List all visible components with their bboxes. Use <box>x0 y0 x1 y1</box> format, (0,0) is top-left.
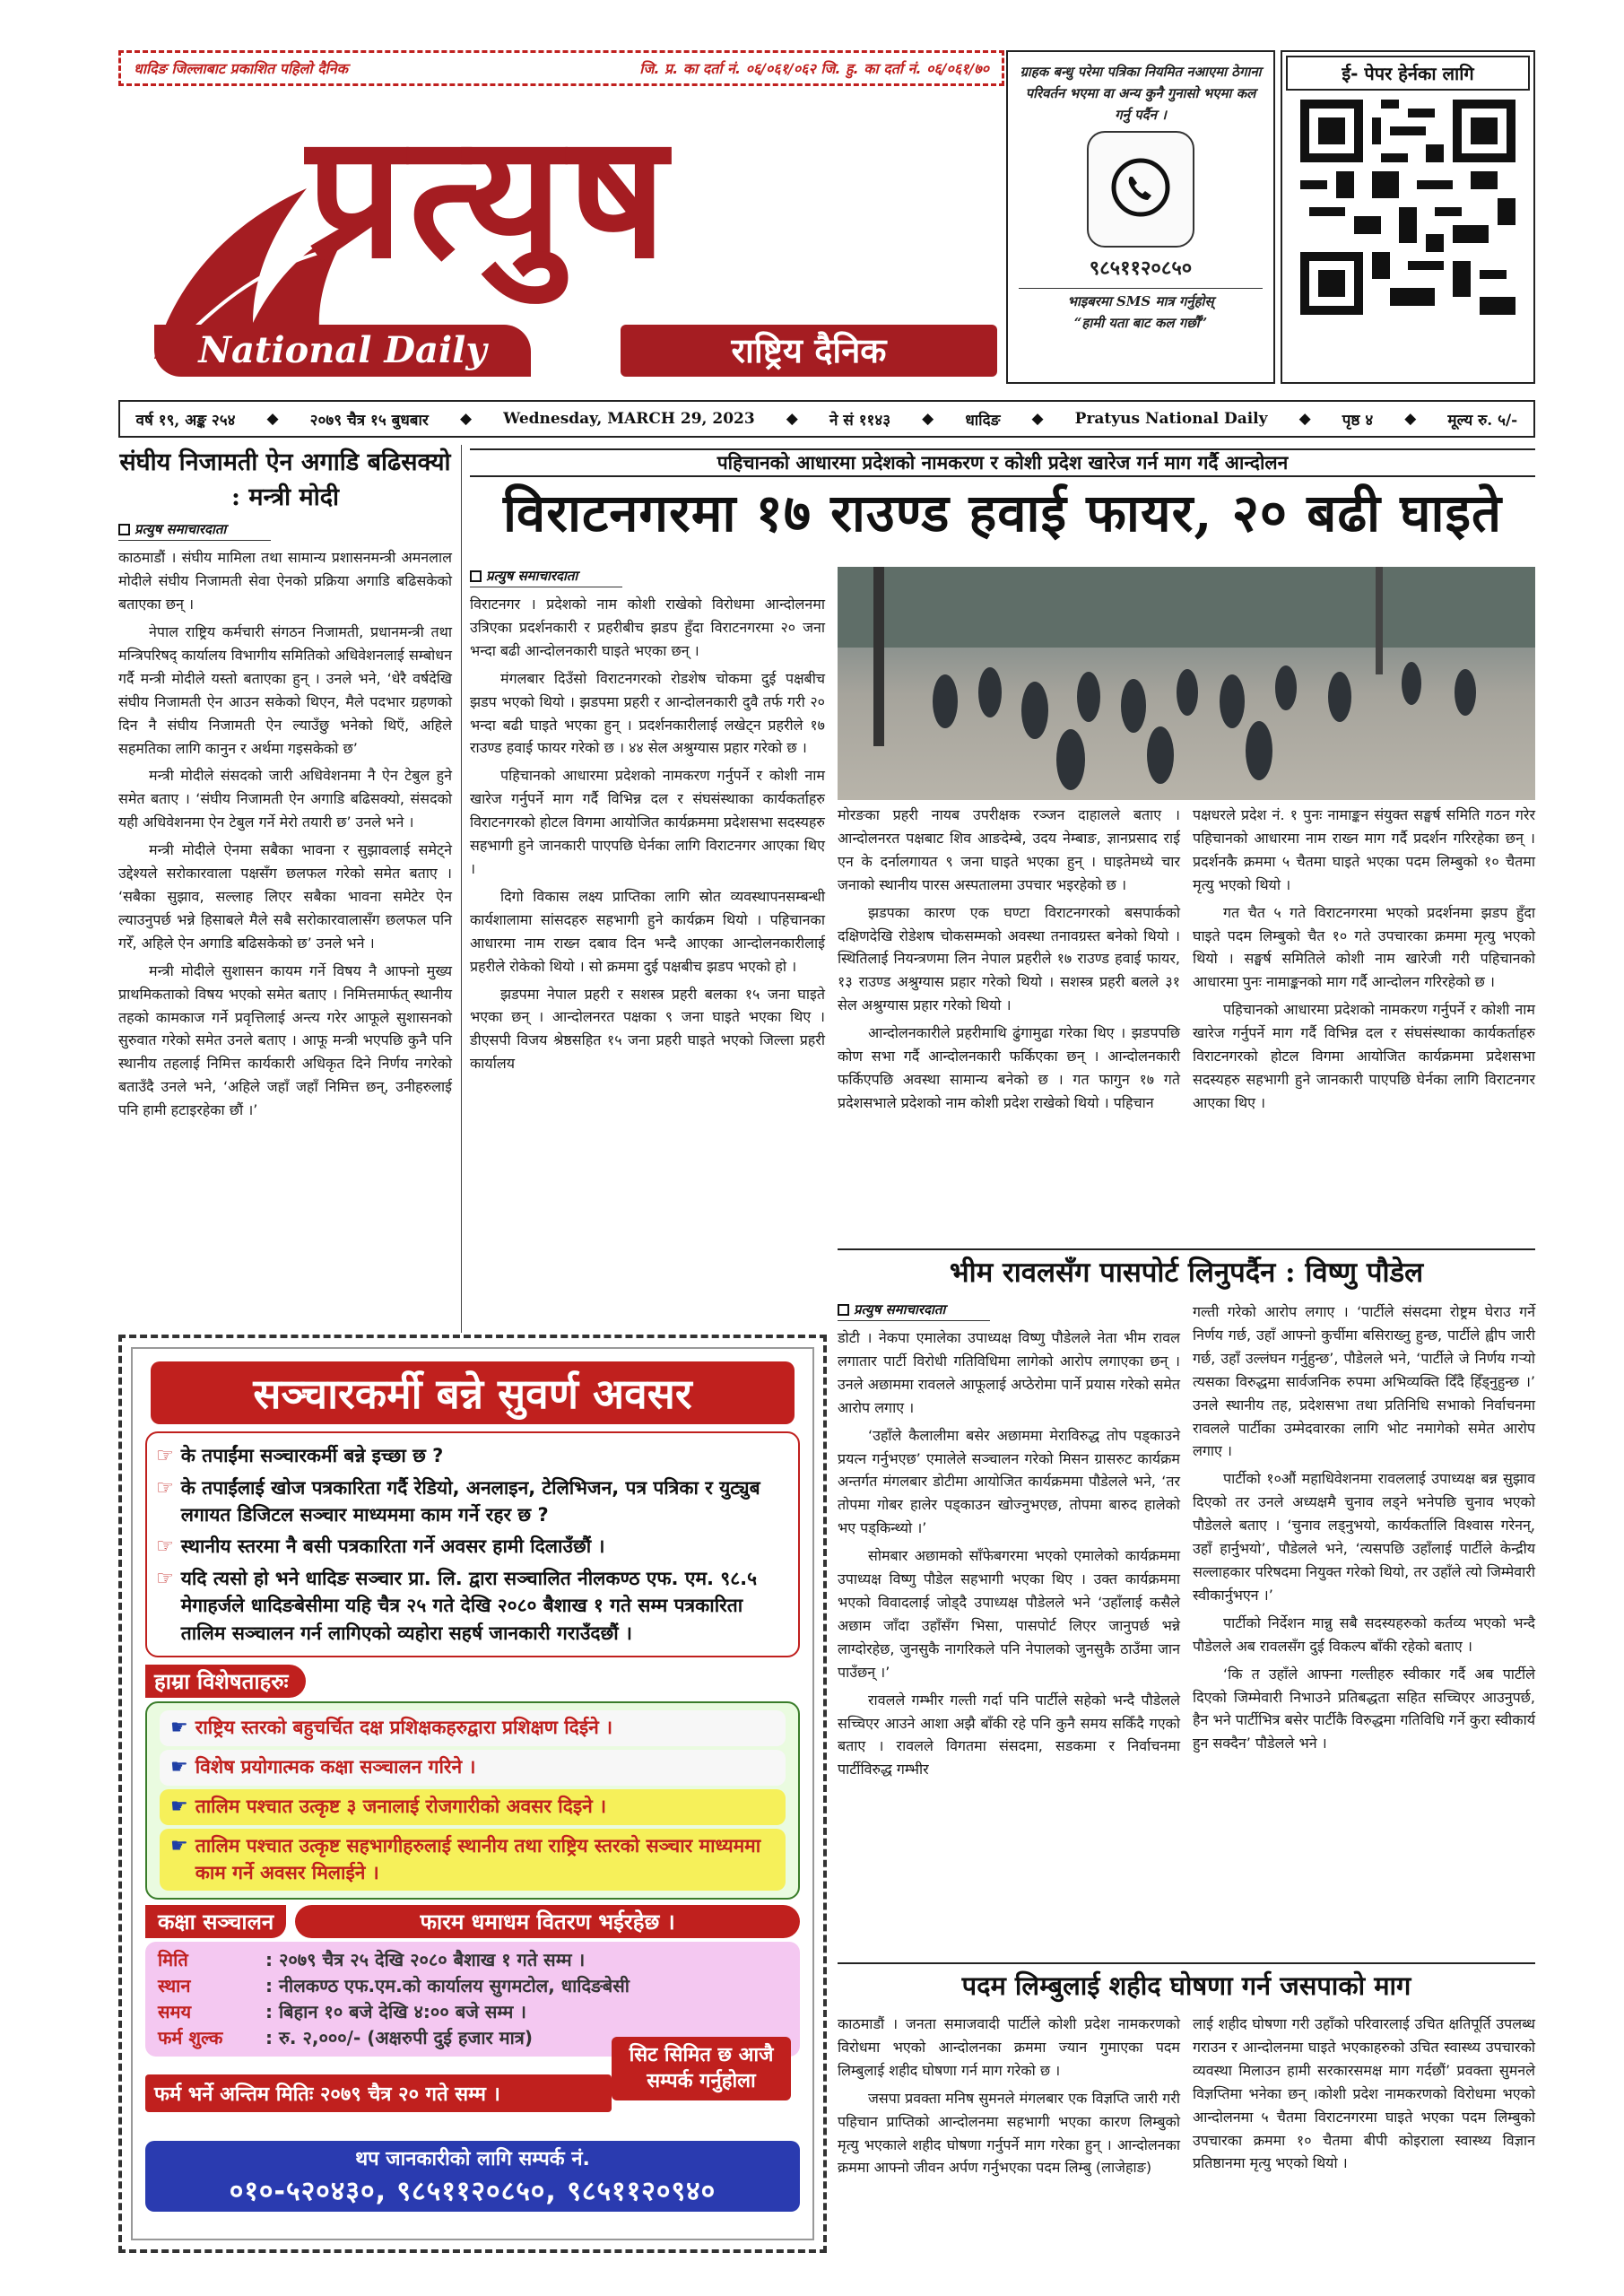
masthead-logo <box>118 90 1002 386</box>
lead-reporter: प्रत्युष समाचारदाता <box>470 567 622 587</box>
lead-col3: पक्षधरले प्रदेश नं. १ पुनः नामाङ्कन संयुक्त सङ्घर्ष समिति गठन गरेर पहिचानको आधारमा नाम राख्न माग गर्दै प्रदर्शन गरिरहेका छन् । प्रदर्शनकै क्रममा ५ चैतमा घाइते भएका पदम लिम्बुको १० चैतमा मृत्यु भएको थियो । गत चैत ५ गते विराटनगरमा भएको प्रदर्शनमा झडप हुँदा घाइते पदम लिम्बुको चैत १० गते उपचारका क्रममा मृत्यु भएको थियो । सङ्घर्ष समितिले कोशी नाम खारेजी गरी पहिचानको आधारमा पुनः नामाङ्कनको माग गर्दै आन्दोलन गरिरहेको छ । पहिचानको आधारमा प्रदेशको नामकरण गर्नुपर्ने र कोशी नाम खारेज गर्नुपर्ने माग गर्दै विभिन्न दल र संघसंस्थाका कार्यकर्ताहरु विराटनगरको होटल विगमा आयोजित कार्यक्रममा प्रदेशसभा सदस्यहरु सहभागी हुने जानकारी पाएपछि घेर्नका लागि विराटनगर आएका थिए । <box>1193 806 1535 1111</box>
column-rule <box>461 445 462 1333</box>
customer-notice: ग्राहक बन्धु परेमा पत्रिका नियमित नआएमा ठेगाना परिवर्तन भएमा वा अन्य कुनै गुनासो भएमा कल गर्नु पर्दैन । <box>1020 64 1262 123</box>
epaper-box <box>1281 50 1535 384</box>
viber-phone-icon <box>1087 131 1194 248</box>
left-story-reporter: प्रत्युष समाचारदाता <box>118 520 271 541</box>
reporter-square-icon <box>838 1304 849 1316</box>
pointing-hand-icon: ☞ <box>156 1445 174 1467</box>
ticker-volume: वर्ष १९, अङ्क २५४ <box>135 411 236 430</box>
ad-class-label: कक्षा सञ्चालन <box>145 1905 286 1938</box>
bhim-story-title: भीम रावलसँग पासपोर्ट लिनुपर्दैन : विष्णु पौडेल <box>949 1257 1424 1289</box>
ad-feature: राष्ट्रिय स्तरको बहुचर्चित दक्ष प्रशिक्षकहरुद्वारा प्रशिक्षण दिईने । <box>195 1716 613 1738</box>
police-clash-photo-icon <box>838 567 1535 800</box>
ad-details: मिति : २०७९ चैत्र २५ देखि २०८० बैशाख १ गते सम्म । स्थान : नीलकण्ठ एफ.एम.को कार्यालय सुगमटोल, धादिङबेसी समय : बिहान १० बजे देखि ४:०० बजे सम्म । फर्म शुल्क : रु. २,०००/- (अक्षरुपी दुई हजार मात्र) <box>145 1942 800 2057</box>
ticker-english-date: Wednesday, MARCH 29, 2023 <box>503 410 755 428</box>
ad-feature: विशेष प्रयोगात्मक कक्षा सञ्चालन गरिने । <box>195 1755 476 1778</box>
left-story <box>118 445 452 1324</box>
ticker-paper: Pratyus National Daily <box>1074 410 1268 428</box>
left-story-body: काठमाडौं । संघीय मामिला तथा सामान्य प्रशासनमन्त्री अमनलाल मोदीले संघीय निजामती सेवा ऐनको प्रक्रिया अगाडि बढिसकेको बताएका छन् । नेपाल राष्ट्रिय कर्मचारी संगठन निजामती, प्रधानमन्त्री तथा मन्त्रिपरिषद् कार्यालय विभागीय समितिको अधिवेशनलाई सम्बोधन गर्दै मन्त्री मोदीले यस्तो बताएका हुन् । उनले भने, ‘धेरै वर्षदेखि संघीय निजामती ऐन आउन सकेको थिएन, मैले पदभार ग्रहणको दिन नै संघीय निजामती ऐन ल्याउँछु भनेको थिएँ, अहिले सहमतिका लागि कानुन र अर्थमा गइसकेको छ’ मन्त्री मोदीले संसदको जारी अधिवेशनमा नै ऐन टेबुल हुने समेत बताए । ‘संघीय निजामती ऐन अगाडि बढिसक्यो, संसदको यही अधिवेशनमा ऐन टेबुल गर्ने मेरो तयारी छ’ उनले भने । मन्त्री मोदीले ऐनमा सबैका भावना र सुझावलाई समेट्ने उद्देश्यले सरोकारवाला पक्षसँग छलफल गरेको समेत बताए । ‘सबैका सुझाव, सल्लाह लिएर सबैका भावना समेटेर ऐन ल्याउनुपर्छ भन्ने हिसाबले मैले सबै सरोकारवालासँग छलफल पनि गरेँ, अहिले ऐन अगाडि बढिसकेको छ’ उनले भने । मन्त्री मोदीले सुशासन कायम गर्ने विषय नै आफ्नो मुख्य प्राथमिकताको विषय भएको समेत बताए । निमित्तमार्फत् स्थानीय तहको कामकाज गर्ने प्रवृत्तिलाई अन्त्य गरेर आफूले सुशासनको सुरुवात गरेको समेत उनले बताए । आफू मन्त्री भएपछि कुनै पनि स्थानीय तहलाई निमित्त कार्यकारी अधिकृत दिने निर्णय नगरेको बताउँदै उनले भने, ‘अहिले जहाँ जहाँ निमित्त छन्, उनीहरुलाई पनि हामी हटाइरहेका छौं ।’ <box>118 549 452 1119</box>
paper-name: प्रत्युष <box>307 98 673 296</box>
pointing-hand-icon: ☛ <box>170 1755 188 1779</box>
ad-features <box>145 1701 800 1900</box>
ticker-page: पृष्ठ ४ <box>1342 411 1374 430</box>
left-story-title: संघीय निजामती ऐन अगाडि बढिसक्यो : मन्त्री मोदी <box>119 448 451 512</box>
pointing-hand-icon: ☛ <box>170 1834 188 1857</box>
viber-sms-note: भाइबरमा SMS मात्र गर्नुहोस् <box>1019 288 1263 312</box>
ad-headline: सञ्चारकर्मी बन्ने सुवर्ण अवसर <box>151 1361 795 1424</box>
qr-code-icon[interactable] <box>1300 100 1515 315</box>
padam-story-title: पदम लिम्बुलाई शहीद घोषणा गर्न जसपाको माग <box>961 1970 1411 2001</box>
ad-contact-numbers: ०१०-५२०४३०, ९८५११२०८५०, ९८५११२०९४० <box>229 2175 716 2207</box>
ad-question: यदि त्यसो हो भने धादिङ सञ्चार प्रा. लि. द्वारा सञ्चालित नीलकण्ठ एफ. एम. ९८.५ मेगाहर्जले धादिङबेसीमा यहि चैत्र २५ गते देखि २०८० बैशाख १ गते सम्म पत्रकारिता तालिम सञ्चालन गर्न लागिएको व्यहोरा सहर्ष जानकारी गराउँदछौं । <box>180 1567 758 1644</box>
ad-contact <box>145 2141 800 2212</box>
ad-questions <box>145 1431 800 1657</box>
english-tagline: National Daily <box>154 325 531 377</box>
section-rule <box>838 1962 1535 1964</box>
ad-feature: तालिम पश्चात उत्कृष्ट सहभागीहरुलाई स्थानीय तथा राष्ट्रिय स्तरको सञ्चार माध्यममा काम गर्ने अवसर मिलाईने । <box>195 1834 761 1884</box>
bhim-col2: गल्ती गरेको आरोप लगाए । ‘पार्टीले संसदमा रोष्ट्रम घेराउ गर्ने निर्णय गर्छ, उहाँ आफ्नो कुर्चीमा बसिराख्नु हुन्छ, पार्टीले ह्वीप जारी गर्छ, उहाँ उल्लंघन गर्नुहुन्छ’, पौडेलले भने, ‘पार्टीले जे निर्णय गऱ्यो त्यसका विरुद्धमा सार्वजनिक रुपमा अभिव्यक्ति दिँदै हिँड्नुहुन्छ ।’ उनले स्थानीय तह, प्रदेशसभा तथा प्रतिनिधि सभाको निर्वाचनमा रावलले पार्टीका उम्मेदवारका लागि भोट नमागेको समेत आरोप लगाए । पार्टीको १०औं महाधिवेशनमा रावललाई उपाध्यक्ष बन्न सुझाव दिएको तर उनले अध्यक्षमै चुनाव लड्ने भनेपछि चुनाव भएको पौडेलले बताए । ‘चुनाव लड्नुभयो, कार्यकर्तालि विश्वास गरेनन्, उहाँ हार्नुभयो’, पौडेलले भने, ‘त्यसपछि उहाँलाई पार्टीले केन्द्रीय सल्लाहकार परिषदमा नियुक्त गरेको थियो, तर उहाँले त्यो जिम्मेवारी स्वीकार्नुभएन ।’ पार्टीको निर्देशन मान्नु सबै सदस्यहरुको कर्तव्य भएको भन्दै पौडेलले अब रावलसँग दुई विकल्प बाँकी रहेको बताए । ‘कि त उहाँले आफ्ना गल्तीहरु स्वीकार गर्दै अब पार्टीले दिएको जिम्मेवारी निभाउने प्रतिबद्धता सहित सच्चिएर आउनुपर्छ, हैन भने पार्टीभित्र बसेर पार्टीकै विरुद्धमा गतिविधि गर्ने कुरा स्वीकार्य हुन सक्दैन’ पौडेलले भने । <box>1193 1303 1535 1752</box>
reporter-square-icon <box>470 570 482 582</box>
reporter-square-icon <box>118 524 130 535</box>
first-daily-note: धादिङ जिल्लाबाट प्रकाशित पहिलो दैनिक <box>134 60 348 77</box>
ad-question: के तपाईंलाई खोज पत्रकारिता गर्दै रेडियो, अनलाइन, टेलिभिजन, पत्र पत्रिका र युट्युब लगायत डिजिटल सञ्चार माध्यममा काम गर्ने रहर छ ? <box>180 1476 760 1526</box>
customer-notice-box <box>1006 50 1275 384</box>
ad-form-label: फारम धमाधम वितरण भईरहेछ । <box>295 1905 800 1938</box>
ad-contact-title: थप जानकारीको लागि सम्पर्क नं. <box>355 2147 590 2170</box>
pointing-hand-icon: ☞ <box>156 1567 174 1590</box>
section-rule <box>838 1248 1535 1250</box>
pointing-hand-icon: ☛ <box>170 1716 188 1739</box>
journalism-training-ad <box>118 1335 827 2253</box>
ad-features-title: हाम्रा विशेषताहरुः <box>145 1665 306 1698</box>
padam-col2: लाई शहीद घोषणा गरी उहाँको परिवारलाई उचित क्षतिपूर्ति उपलब्ध गराउन र आन्दोलनमा घाइते भएकाहरुको उचित स्वास्थ्य उपचारको व्यवस्था मिलाउन हामी सरकारसमक्ष माग गर्दछौं’ प्रवक्ता सुमनले विज्ञप्तिमा भनेका छन् ।कोशी प्रदेश नामकरणको विरोधमा भएको आन्दोलनमा ५ चैतमा विराटनगरमा घाइते भएका पदम लिम्बुको उपचारका क्रममा १० चैतमा बीपी कोइराला स्वास्थ्य विज्ञान प्रतिष्ठानमा मृत्यु भएको थियो । <box>1193 2015 1535 2172</box>
pointing-hand-icon: ☞ <box>156 1535 174 1558</box>
lead-kicker: पहिचानको आधारमा प्रदेशको नामकरण र कोशी प्रदेश खारेज गर्न माग गर्दै आन्दोलन <box>470 448 1535 477</box>
pointing-hand-icon: ☛ <box>170 1795 188 1818</box>
bhim-reporter: प्रत्युष समाचारदाता <box>838 1300 990 1321</box>
bhim-col1: प्रत्युष समाचारदाता डोटी । नेकपा एमालेका उपाध्यक्ष विष्णु पौडेलले नेता भीम रावल लगातार पार्टी विरोधी गतिविधिमा लागेको आरोप लगाएका छन् । उनले अछाममा रावलले आफूलाई अप्ठेरोमा पार्ने प्रयास गरेको समेत आरोप लगाए । ‘उहाँले कैलालीमा बसेर अछाममा मेराविरुद्ध तोप पड्काउने प्रयत्न गर्नुभएछ’ एमालेले सञ्चालन गरेको मिसन ग्रासरुट कार्यक्रम अन्तर्गत मंगलबार डोटीमा आयोजित कार्यक्रममा पौडेलले भने, ‘तर तोपमा गोबर हालेर पड्काउन खोज्नुभएछ, तोपमा बारुद हालेको भए पड्किन्थ्यो ।’ सोमबार अछामको साँफेबगरमा भएको एमालेको कार्यक्रममा उपाध्यक्ष विष्णु पौडेल सहभागी भएका थिए । उक्त कार्यक्रममा भएको विवादलाई जोड्दै उपाध्यक्ष पौडेलले भने ‘उहाँलाई कसैले अछाम जाँदा उहाँसँग भिसा, पासपोर्ट लिएर जानुपर्छ भन्ने लाग्दोरहेछ, जुनसुकै नागरिकले पनि नेपालको जुनसुकै ठाउँमा जान पाउँछन् ।’ रावलले गम्भीर गल्ती गर्दा पनि पार्टीले सहेको भन्दै पौडेलले सच्चिएर आउने आशा अझै बाँकी रहे पनि कुनै समय सकिँदै गएको बताए । रावलले विगतमा संसदमा, सडकमा र निर्वाचनमा पार्टीविरुद्ध गम्भीर <box>838 1301 1180 1779</box>
ad-seat-note: सिट सिमित छ आजै सम्पर्क गर्नुहोला <box>612 2037 791 2100</box>
viber-slogan: “हामी यता बाट कल गर्छौं” <box>1073 315 1208 332</box>
ad-deadline: फर्म भर्ने अन्तिम मितिः २०७९ चैत्र २० गते सम्म । <box>145 2074 612 2112</box>
lead-photo <box>838 567 1535 800</box>
epaper-label: ई- पेपर हेर्नका लागि <box>1286 56 1530 91</box>
viber-number: ९८५११२०८५० <box>1089 257 1193 280</box>
pointing-hand-icon: ☞ <box>156 1476 174 1500</box>
ticker-price: मूल्य रु. ५/- <box>1447 411 1518 430</box>
registration-number: जि. प्र. का दर्ता नं. ०६/०६१/०६२ जि. हु. का दर्ता नं. ०६/०६१/७० <box>639 60 989 77</box>
ticker-place: धादिङ <box>965 411 1001 430</box>
ticker-nepali-date: २०७९ चैत्र १५ बुधबार <box>309 411 429 430</box>
date-ticker: वर्ष १९, अङ्क २५४ ◆ २०७९ चैत्र १५ बुधबार ◆ Wednesday, MARCH 29, 2023 ◆ ने सं ११४३ ◆ धादिङ ◆ Pratyus National Daily ◆ पृष्ठ ४ ◆ मूल्य रु. ५/- <box>118 400 1535 438</box>
ad-question: के तपाईंमा सञ्चारकर्मी बन्ने इच्छा छ ? <box>180 1445 444 1466</box>
ad-feature: तालिम पश्चात उत्कृष्ट ३ जनालाई रोजगारीको अवसर दिइने । <box>195 1795 607 1817</box>
padam-col1: काठमाडौं । जनता समाजवादी पार्टीले कोशी प्रदेश नामकरणको विरोधमा भएको आन्दोलनका क्रममा ज्यान गुमाएका पदम लिम्बुलाई शहीद घोषणा गर्न माग गरेको छ । जसपा प्रवक्ता मनिष सुमनले मंगलबार एक विज्ञप्ति जारी गरी पहिचान प्राप्तिको आन्दोलनमा सहभागी भएका कारण लिम्बुको मृत्यु भएकाले शहीद घोषणा गर्नुपर्ने माग गरेका हुन् । आन्दोलनका क्रममा आफ्नो जीवन अर्पण गर्नुभएका पदम लिम्बु (लाजेहाङ) <box>838 2015 1180 2177</box>
ad-question: स्थानीय स्तरमा नै बसी पत्रकारिता गर्ने अवसर हामी दिलाउँछौं । <box>180 1535 605 1557</box>
lead-col1: प्रत्युष समाचारदाता विराटनगर । प्रदेशको नाम कोशी राखेको विरोधमा आन्दोलनमा उत्रिएका प्रदर्शनकारी र प्रहरीबीच झडप हुँदा विराटनगरमा २० जना भन्दा बढी आन्दोलनकारी घाइते भएका छन् । मंगलबार दिउँसो विराटनगरको रोडशेष चोकमा दुई पक्षबीच झडप भएको थियो । झडपमा प्रहरी र आन्दोलनकारी दुवै तर्फ गरी २० भन्दा बढी घाइते भएका हुन् । प्रदर्शनकारीलाई लखेट्न प्रहरीले १७ राउण्ड हवाई फायर गरेको छ । ४४ सेल अश्रुग्यास प्रहार गरेको छ । पहिचानको आधारमा प्रदेशको नामकरण गर्नुपर्ने र कोशी नाम खारेज गर्नुपर्ने माग गर्दै विभिन्न दल र संघसंस्थाका कार्यकर्ताहरु विराटनगरको होटल विगमा आयोजित कार्यक्रममा प्रदेशसभा सदस्यहरु सहभागी हुने जानकारी पाएपछि घेर्नका लागि विराटनगर आएका थिए । दिगो विकास लक्ष्य प्राप्तिका लागि स्रोत व्यवस्थापनसम्बन्धी कार्यशालामा सांसदहरु सहभागी हुने कार्यक्रम थियो । पहिचानका आधारमा नाम राख्न दबाव दिन भन्दै आएका आन्दोलनकारीलाई प्रहरीले रोकेको थियो । सो क्रममा दुई पक्षबीच झडप भएको हो । झडपमा नेपाल प्रहरी र सशस्त्र प्रहरी बलका १५ जना घाइते भएका छन् । आन्दोलनरत पक्षका ९ जना घाइते भएका थिए । डीएसपी विजय श्रेष्ठसहित १५ जना प्रहरी घाइते भएको जिल्ला प्रहरी कार्यालय <box>470 568 825 1073</box>
nepali-tagline: राष्ट्रिय दैनिक <box>621 325 997 377</box>
lead-col2: मोरङका प्रहरी नायब उपरीक्षक रञ्जन दाहालले बताए । आन्दोलनरत पक्षबाट शिव आङदेम्बे, उदय नेम्बाङ, ज्ञानप्रसाद राई एन के दर्नालगायत ९ जना घाइते भएका हुन् । घाइतेमध्ये चार जनाको स्थानीय पारस अस्पतालमा उपचार भइरहेको छ । झडपका कारण एक घण्टा विराटनगरको बसपार्कको दक्षिणदेखि रोडेशष चोकसम्मको अवस्था तनावग्रस्त बनेको थियो । स्थितिलाई नियन्त्रणमा लिन नेपाल प्रहरीले १७ राउण्ड हवाई फायर, १३ राउण्ड अश्रुग्यास प्रहार गरेको थियो । सशस्त्र प्रहरी बलले ३१ सेल अश्रुग्यास प्रहार गरेको थियो । आन्दोलनकारीले प्रहरीमाथि ढुंगामुढा गरेका थिए । झडपपछि कोण सभा गर्दै आन्दोलनकारी फर्किएका छन् । आन्दोलनकारी फर्किएपछि अवस्था सामान्य बनेको छ । गत फागुन १७ गते प्रदेशसभाले प्रदेशको नाम कोशी प्रदेश राखेको थियो । पहिचान <box>838 806 1180 1111</box>
lead-headline: विराटनगरमा १७ राउण्ड हवाई फायर, २० बढी घाइते <box>502 483 1503 544</box>
ticker-issue: ने सं ११४३ <box>829 411 891 430</box>
